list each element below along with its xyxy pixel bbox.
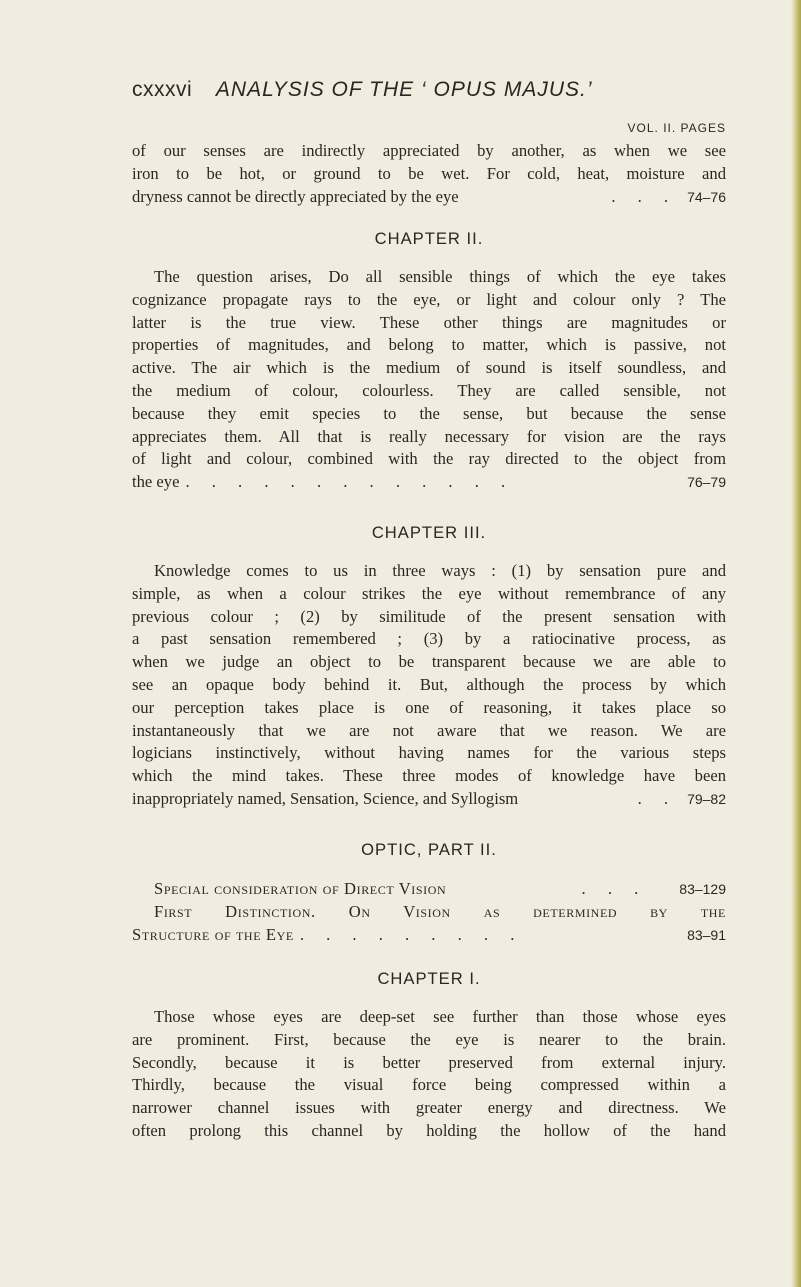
text-line: because they emit species to the sense, but because the sense <box>132 403 726 423</box>
page-folio: cxxxvi <box>132 78 193 101</box>
part-contents <box>132 878 726 946</box>
text-line: of light and colour, combined with the ray directed to the object from <box>132 449 726 469</box>
text-line: simple, as when a colour strikes the eye without remembrance of any <box>132 583 726 603</box>
text-line: the eye <box>132 472 180 492</box>
chapter-heading: CHAPTER II. <box>374 229 484 248</box>
toc-entry-line <box>132 878 726 901</box>
dot-leader: . . . . . . . . . . . . . <box>185 472 515 492</box>
chapter-heading: CHAPTER I. <box>377 969 481 988</box>
text-line: the medium of colour, colourless. They are called sensible, not <box>132 380 726 400</box>
chapter-summary <box>132 1006 726 1143</box>
running-title: ANALYSIS OF THE ‘ OPUS MAJUS.’ <box>215 78 593 101</box>
text-line: a past sensation remembered ; (3) by a ratiocinative process, as <box>132 629 726 649</box>
toc-entry-text: First Distinction. On Vision as determined by the <box>154 901 726 921</box>
page-range: 83–129 <box>679 881 726 897</box>
text-line: are prominent. First, because the eye is nearer to the brain. <box>132 1029 726 1049</box>
text-line: instantaneously that we are not aware that we reason. We are <box>132 720 726 740</box>
text-line: often prolong this channel by holding the hollow of the hand <box>132 1120 726 1140</box>
running-head <box>132 77 726 102</box>
text-line: inappropriately named, Sensation, Science, and Syllogism <box>132 788 519 808</box>
text-line: dryness cannot be directly appreciated by the eye <box>132 186 459 206</box>
toc-entry-text: Special consideration of Direct Vision <box>154 879 447 898</box>
vol-pages-label: VOL. II. PAGES <box>627 121 726 135</box>
text-line: narrower channel issues with greater energy and directness. We <box>132 1098 726 1118</box>
text-line: Knowledge comes to us in three ways : (1) by sensation pure and <box>154 561 726 580</box>
toc-entry-text: Structure of the Eye <box>132 924 294 944</box>
toc-entry-line <box>132 471 726 494</box>
text-line: Those whose eyes are deep-set see further than those whose eyes <box>154 1007 726 1026</box>
text-line: our perception takes place is one of reasoning, it takes place so <box>132 697 726 717</box>
page-range: 83–91 <box>687 926 726 943</box>
text-line: active. The air which is the medium of sound is itself soundless, and <box>132 358 726 378</box>
text-line: which the mind takes. These three modes of knowledge have been <box>132 766 726 786</box>
text-line: The question arises, Do all sensible things of which the eye takes <box>154 267 726 286</box>
chapter-summary <box>132 560 726 811</box>
part-heading: OPTIC, PART II. <box>361 840 497 859</box>
text-line: iron to be hot, or ground to be wet. For cold, heat, moisture and <box>132 163 726 183</box>
dot-leader: . . . <box>611 186 678 206</box>
text-line: Secondly, because it is better preserved from external injury. <box>132 1052 726 1072</box>
text-line: Thirdly, because the visual force being compressed within a <box>132 1075 726 1095</box>
page-range: 79–82 <box>687 790 726 807</box>
dot-leader: . . . <box>581 879 648 898</box>
toc-entry-line <box>132 788 726 811</box>
text-line: of our senses are indirectly appreciated by another, as when we see <box>132 141 726 160</box>
paragraph-continuation <box>132 140 726 208</box>
text-line: previous colour ; (2) by similitude of the present sensation with <box>132 606 726 626</box>
dot-leader: . . <box>637 788 678 808</box>
text-line: see an opaque body behind it. But, although the process by which <box>132 674 726 694</box>
text-line: cognizance propagate rays to the eye, or light and colour only ? The <box>132 289 726 309</box>
text-line: when we judge an object to be transparent because we are able to <box>132 652 726 672</box>
text-line: appreciates them. All that is really necessary for vision are the rays <box>132 426 726 446</box>
text-line: properties of magnitudes, and belong to matter, which is passive, not <box>132 335 726 355</box>
toc-entry-line <box>132 924 726 947</box>
page-range: 76–79 <box>687 474 726 491</box>
page-range: 74–76 <box>687 188 726 205</box>
text-line: latter is the true view. These other things are magnitudes or <box>132 312 726 332</box>
chapter-heading: CHAPTER III. <box>371 523 487 542</box>
chapter-summary <box>132 266 726 494</box>
text-line: logicians instinctively, without having names for the various steps <box>132 743 726 763</box>
page-edge <box>791 0 801 1287</box>
toc-entry-line <box>132 186 726 209</box>
dot-leader: . . . . . . . . . <box>299 924 524 944</box>
